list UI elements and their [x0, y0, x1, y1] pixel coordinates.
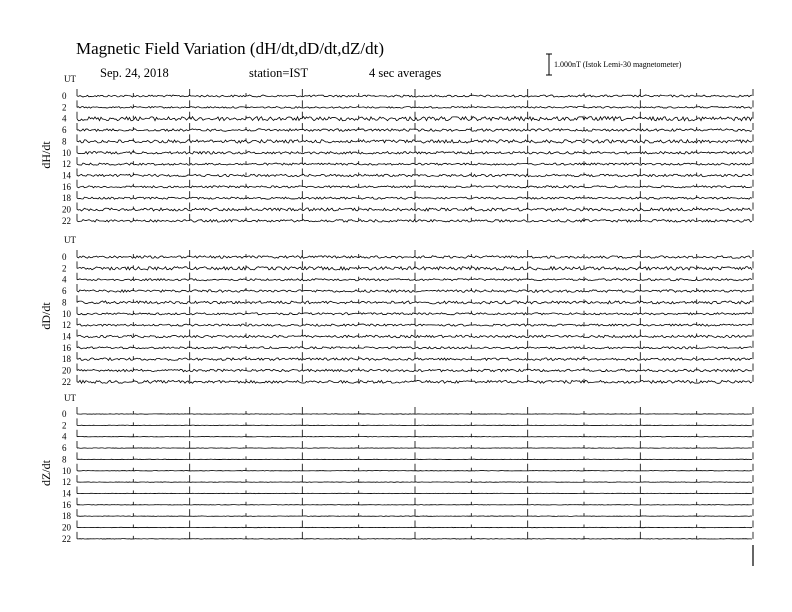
row-label-hour: 8 [62, 297, 67, 308]
panel-dZ-dt [39, 393, 753, 544]
trace-line [77, 208, 752, 211]
row-label-hour: 2 [62, 263, 67, 274]
ut-label: UT [64, 235, 76, 245]
row-label-hour: 16 [62, 181, 71, 192]
row-label-hour: 0 [62, 91, 67, 101]
trace-line [77, 186, 752, 188]
row-label-hour: 22 [62, 533, 71, 544]
panel-dH-dt [39, 74, 753, 226]
trace-line [77, 117, 752, 121]
row-label-hour: 12 [62, 159, 71, 170]
row-label-hour: 6 [62, 443, 67, 454]
row-label-hour: 10 [62, 308, 71, 319]
y-axis-label: dZ/dt [39, 460, 53, 486]
date-label: Sep. 24, 2018 [100, 66, 169, 80]
row-label-hour: 2 [62, 420, 67, 431]
row-label-hour: 14 [62, 331, 71, 342]
trace-line [77, 380, 752, 383]
row-label-hour: 8 [62, 136, 67, 147]
row-label-hour: 18 [62, 193, 71, 204]
trace-line [77, 140, 752, 143]
row-label-hour: 22 [62, 376, 71, 387]
trace-line [77, 152, 752, 155]
row-label-hour: 14 [62, 488, 71, 499]
trace-line [77, 107, 752, 109]
row-label-hour: 16 [62, 499, 71, 510]
trace-line [77, 220, 752, 223]
scale-bar [546, 54, 552, 75]
row-label-hour: 6 [62, 125, 67, 136]
row-label-hour: 18 [62, 511, 71, 522]
trace-line [77, 256, 752, 259]
y-axis-label: dH/dt [39, 141, 53, 169]
trace-line [77, 163, 752, 165]
row-label-hour: 22 [62, 215, 71, 226]
row-label-hour: 4 [62, 274, 67, 285]
trace-line [77, 174, 752, 177]
row-label-hour: 4 [62, 431, 67, 442]
row-label-hour: 10 [62, 465, 71, 476]
ut-label: UT [64, 74, 76, 84]
trace-line [77, 313, 752, 315]
row-label-hour: 0 [62, 409, 67, 419]
row-label-hour: 0 [62, 252, 67, 262]
y-axis-label: dD/dt [39, 302, 53, 330]
trace-line [77, 267, 752, 270]
row-label-hour: 8 [62, 454, 67, 465]
row-label-hour: 6 [62, 286, 67, 297]
trace-line [77, 95, 752, 97]
trace-line [77, 290, 752, 292]
row-label-hour: 10 [62, 147, 71, 158]
averaging-label: 4 sec averages [369, 66, 442, 80]
row-label-hour: 18 [62, 354, 71, 365]
trace-line [77, 129, 752, 132]
trace-line [77, 324, 752, 326]
row-label-hour: 12 [62, 477, 71, 488]
trace-line [77, 369, 752, 372]
row-label-hour: 14 [62, 170, 71, 181]
trace-line [77, 301, 752, 304]
chart-title: Magnetic Field Variation (dH/dt,dD/dt,dZ/dt) [76, 39, 385, 58]
trace-line [77, 335, 752, 338]
trace-line [77, 347, 752, 349]
trace-line [77, 197, 752, 199]
row-label-hour: 16 [62, 342, 71, 353]
row-label-hour: 4 [62, 113, 67, 124]
station-label: station=IST [249, 66, 309, 80]
panel-dD-dt [39, 235, 753, 387]
row-label-hour: 20 [62, 204, 71, 215]
ut-label: UT [64, 393, 76, 403]
row-label-hour: 20 [62, 365, 71, 376]
row-label-hour: 2 [62, 102, 67, 113]
row-label-hour: 20 [62, 522, 71, 533]
trace-line [77, 279, 752, 281]
scale-bar-label: 1.000nT (Istok Lemi-30 magnetometer) [554, 60, 682, 69]
trace-line [77, 358, 752, 361]
row-label-hour: 12 [62, 320, 71, 331]
